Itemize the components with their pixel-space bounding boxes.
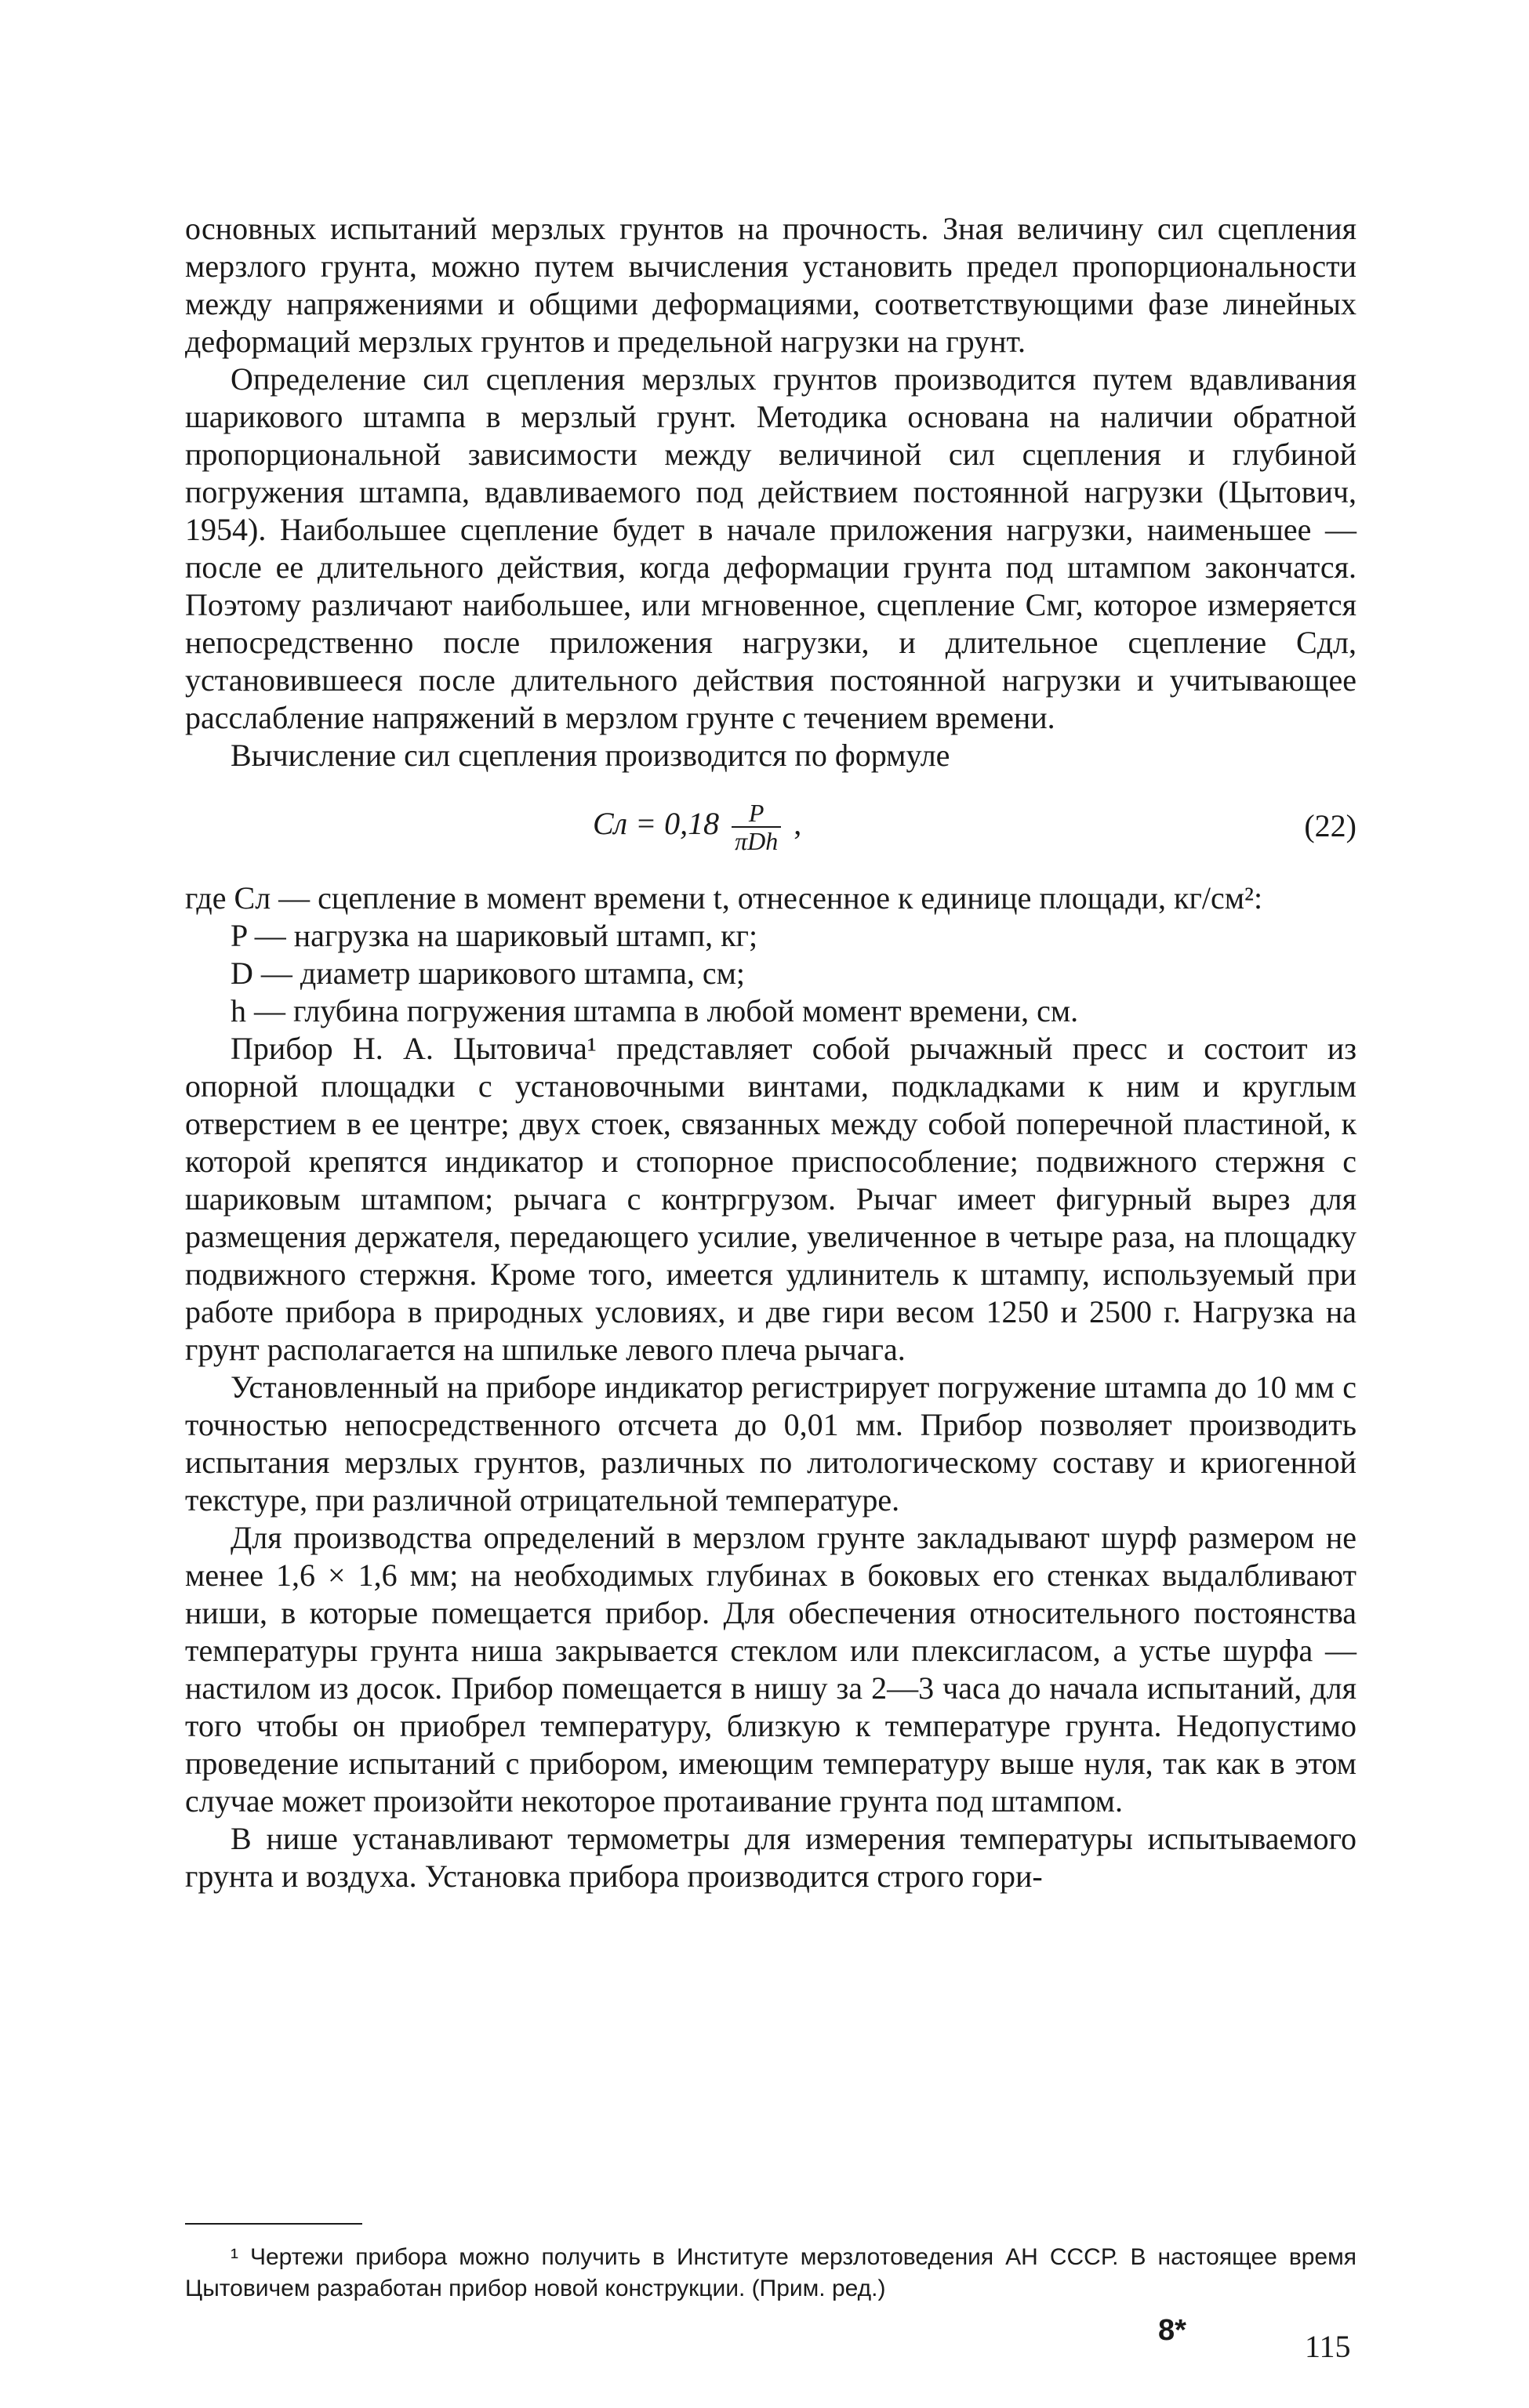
formula-lhs: Cл = 0,18 [593, 806, 720, 842]
signature-mark: 8* [1158, 2314, 1186, 2347]
legend-item-d: D — диаметр шарикового штампа, см; [231, 956, 745, 991]
footnote-text: ¹ Чертежи прибора можно получить в Институте мерзлотоведения АН СССР. В настоящее время Цытовичем разработан прибор новой конструкции. (Прим. ред.) [185, 2244, 1356, 2301]
formula-trailing: , [794, 806, 802, 842]
formula-numerator: P [748, 799, 764, 827]
paragraph-indicator: Установленный на приборе индикатор регистрирует погружение штампа до 10 мм с точностью непосредственного отсчета до 0,01 мм. Прибор позволяет производить испытания мерзлых грунтов, различных по литологическому составу и криогенной текстуре, при различной отрицательной температуре. [185, 1369, 1356, 1518]
footnote-divider [185, 2223, 362, 2225]
main-text [185, 210, 1356, 1895]
formula-expression [593, 800, 801, 854]
legend-item-cl: где Cл — сцепление в момент времени t, отнесенное к единице площади, кг/см²: [185, 880, 1263, 916]
paragraph-continuation: основных испытаний мерзлых грунтов на прочность. Зная величину сил сцепления мерзлого грунта, можно путем вычисления установить предел пропорциональности между напряжениями и общими деформациями, соответствующими фазе линейных деформаций мерзлых грунтов и предельной нагрузки на грунт. [185, 211, 1356, 359]
equation-number: (22) [1304, 808, 1356, 843]
footnote [185, 2242, 1356, 2305]
legend-item-h: h — глубина погружения штампа в любой момент времени, см. [231, 993, 1079, 1028]
page-number: 115 [1305, 2329, 1351, 2364]
legend-item-p: P — нагрузка на шариковый штамп, кг; [231, 918, 758, 953]
formula-22 [185, 781, 1356, 859]
formula-legend [185, 879, 1356, 1030]
paragraph-formula-intro: Вычисление сил сцепления производится по формуле [231, 738, 950, 773]
paragraph-thermometers: В нише устанавливают термометры для измерения температуры испытываемого грунта и воздуха. Установка прибора производится строго гори- [185, 1821, 1356, 1894]
paragraph-procedure: Для производства определений в мерзлом грунте закладывают шурф размером не менее 1,6 × 1,6 мм; на необходимых глубинах в боковых его стенках выдалбливают ниши, в которые помещается прибор. Для обеспечения относительного постоянства температуры грунта ниша закрывается стеклом или плексигласом, а устье шурфа — настилом из досок. Прибор помещается в нишу за 2—3 часа до начала испытаний, для того чтобы он приобрел температуру, близкую к температуре грунта. Недопустимо проведение испытаний с прибором, имеющим температуру выше нуля, так как в этом случае может произойти некоторое протаивание грунта под штампом. [185, 1520, 1356, 1819]
paragraph-device: Прибор Н. А. Цытовича¹ представляет собой рычажный пресс и состоит из опорной площадки с установочными винтами, подкладками к ним и круглым отверстием в ее центре; двух стоек, связанных между собой поперечной пластиной, к которой крепятся индикатор и стопорное приспособление; подвижного стержня с шариковым штампом; рычага с контргрузом. Рычаг имеет фигурный вырез для размещения держателя, передающего усилие, увеличенное в четыре раза, на площадку подвижного стержня. Кроме того, имеется удлинитель к штампу, используемый при работе прибора в природных условиях, и две гири весом 1250 и 2500 г. Нагрузка на грунт располагается на шпильке левого плеча рычага. [185, 1031, 1356, 1367]
formula-fraction [732, 800, 781, 854]
paragraph-method: Определение сил сцепления мерзлых грунтов производится путем вдавливания шарикового штампа в мерзлый грунт. Методика основана на наличии обратной пропорциональной зависимости между величиной сил сцепления и глубиной погружения штампа, вдавливаемого под действием постоянной нагрузки (Цытович, 1954). Наибольшее сцепление будет в начале приложения нагрузки, наименьшее — после ее длительного действия, когда деформации грунта под штампом закончатся. Поэтому различают наибольшее, или мгновенное, сцепление Cмг, которое измеряется непосредственно после приложения нагрузки, и длительное сцепление Cдл, установившееся после длительного действия постоянной нагрузки и учитывающее расслабление напряжений в мерзлом грунте с течением времени. [185, 361, 1356, 735]
formula-denominator: πDh [732, 826, 781, 854]
